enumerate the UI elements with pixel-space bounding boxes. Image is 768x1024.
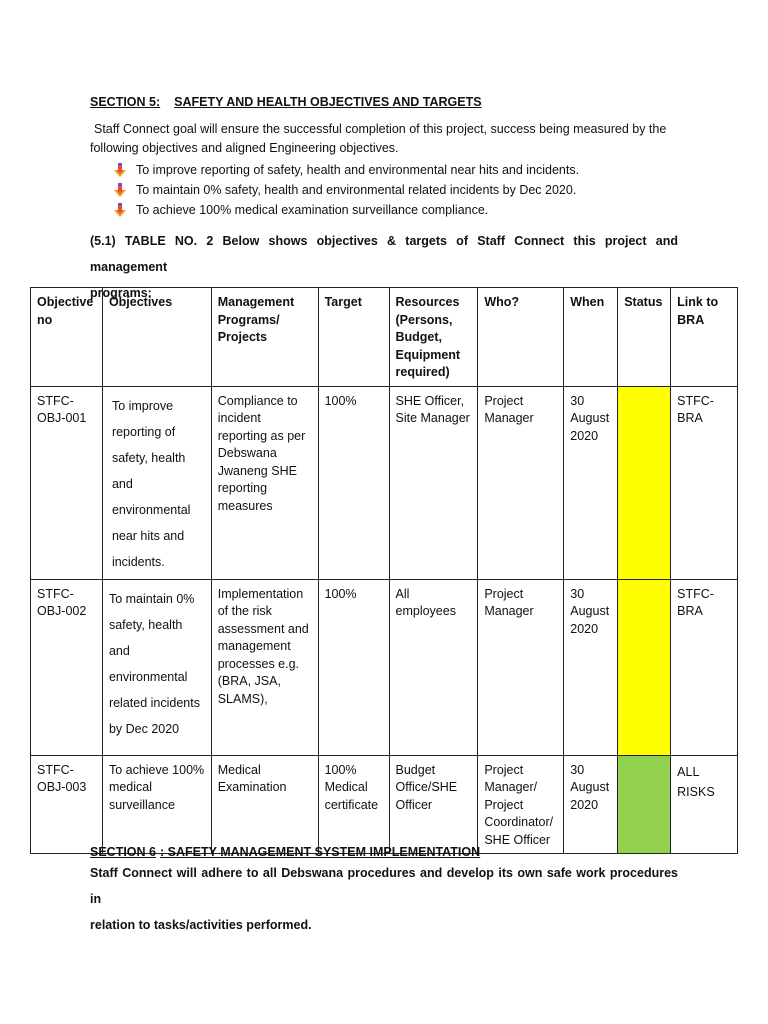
who-cell: Project Manager	[478, 579, 564, 755]
target-cell: 100%	[318, 386, 389, 579]
resources-cell: Budget Office/SHE Officer	[389, 755, 478, 854]
section-5-title: SAFETY AND HEALTH OBJECTIVES AND TARGETS	[174, 95, 482, 109]
table-row	[31, 386, 738, 579]
section-6-label: SECTION 6	[90, 845, 156, 859]
header-cell: Target	[318, 288, 389, 387]
table-caption-line-2: programs:	[90, 286, 152, 300]
resources-cell: All employees	[389, 579, 478, 755]
objectives-bullet-list	[114, 160, 579, 220]
when-cell: 30 August 2020	[564, 755, 618, 854]
section-6-title: : SAFETY MANAGEMENT SYSTEM IMPLEMENTATION	[160, 845, 481, 859]
arrow-down-icon	[114, 163, 126, 177]
table-caption-line-1: (5.1) TABLE NO. 2 Below shows objectives & targets of Staff Connect this project and management	[90, 234, 678, 274]
link-cell: STFC-BRA	[671, 579, 738, 755]
header-cell: Link to BRA	[671, 288, 738, 387]
arrow-down-icon	[114, 203, 126, 217]
header-cell: Resources (Persons, Budget, Equipment required)	[389, 288, 478, 387]
section-5-intro	[90, 120, 680, 158]
bullet-text: To improve reporting of safety, health and environmental near hits and incidents.	[136, 163, 580, 177]
link-cell: ALL RISKS	[671, 755, 738, 854]
when-cell: 30 August 2020	[564, 579, 618, 755]
table-row	[31, 579, 738, 755]
header-cell: Management Programs/ Projects	[211, 288, 318, 387]
who-cell: Project Manager/ Project Coordinator/ SHE Officer	[478, 755, 564, 854]
arrow-down-icon	[114, 183, 126, 197]
header-cell: Objectives	[102, 288, 211, 387]
header-cell: Who?	[478, 288, 564, 387]
status-cell	[618, 386, 671, 579]
section-5-label: SECTION 5:	[90, 95, 161, 109]
target-cell: 100%	[318, 579, 389, 755]
intro-line-1: Staff Connect goal will ensure the successful completion of this project, success being measured by the	[94, 122, 667, 136]
objective-cell: To achieve 100% medical surveillance	[102, 755, 211, 854]
objectives-table	[30, 287, 738, 854]
header-cell: When	[564, 288, 618, 387]
header-cell: Status	[618, 288, 671, 387]
list-item	[114, 200, 579, 220]
link-cell: STFC-BRA	[671, 386, 738, 579]
objective-no-cell: STFC-OBJ-002	[31, 579, 103, 755]
table-row	[31, 755, 738, 854]
objective-cell: To maintain 0% safety, health and environmental related incidents by Dec 2020	[102, 579, 211, 755]
list-item	[114, 160, 579, 180]
section-6-line-1: Staff Connect will adhere to all Debswana procedures and develop its own safe work procedures in	[90, 866, 678, 906]
section-6-body	[90, 860, 678, 938]
when-cell: 30 August 2020	[564, 386, 618, 579]
status-cell	[618, 755, 671, 854]
target-cell: 100% Medical certificate	[318, 755, 389, 854]
list-item	[114, 180, 579, 200]
bullet-text: To maintain 0% safety, health and environmental related incidents by Dec 2020.	[136, 183, 577, 197]
program-cell: Medical Examination	[211, 755, 318, 854]
objective-no-cell: STFC-OBJ-001	[31, 386, 103, 579]
section-5-heading	[90, 95, 482, 109]
intro-line-2: following objectives and aligned Engineering objectives.	[90, 141, 399, 155]
section-6-line-2: relation to tasks/activities performed.	[90, 918, 312, 932]
bullet-text: To achieve 100% medical examination surveillance compliance.	[136, 203, 489, 217]
status-cell	[618, 579, 671, 755]
program-cell: Implementation of the risk assessment and management processes e.g. (BRA, JSA, SLAMS),	[211, 579, 318, 755]
table-header-row	[31, 288, 738, 387]
objective-no-cell: STFC-OBJ-003	[31, 755, 103, 854]
header-cell: Objective no	[31, 288, 103, 387]
objective-cell: To improve reporting of safety, health and environmental near hits and incidents.	[102, 386, 211, 579]
resources-cell: SHE Officer, Site Manager	[389, 386, 478, 579]
who-cell: Project Manager	[478, 386, 564, 579]
program-cell: Compliance to incident reporting as per Debswana Jwaneng SHE reporting measures	[211, 386, 318, 579]
section-6-heading	[90, 845, 480, 859]
